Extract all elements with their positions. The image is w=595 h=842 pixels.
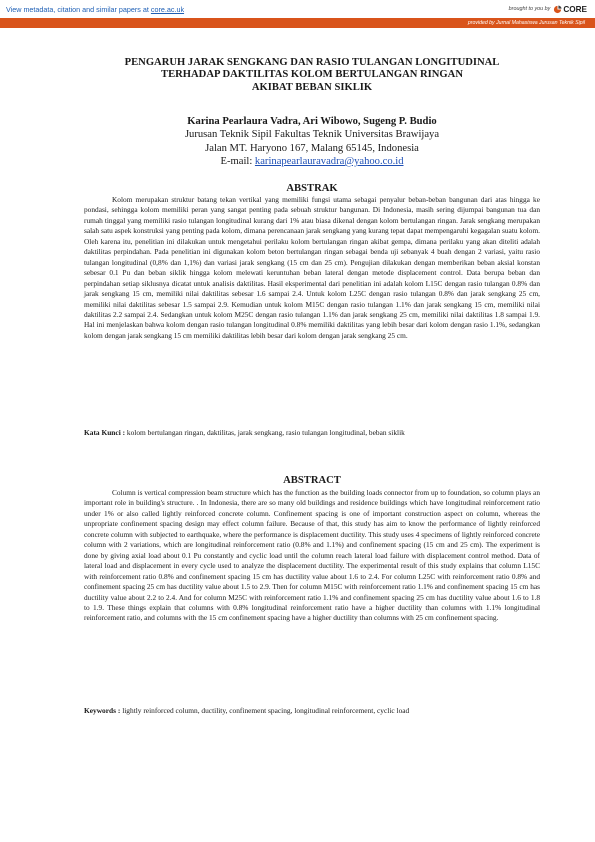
email-label: E-mail: (220, 156, 255, 167)
core-logo[interactable] (553, 5, 587, 14)
core-logo-icon (553, 5, 562, 14)
title-line-3: AKIBAT BEBAN SIKLIK (251, 81, 373, 93)
abstrak-body: Kolom merupakan struktur batang tekan vertikal yang memiliki fungsi utama sebagai penyalur beban-beban bangunan dari atas hingga ke pondasi, sehingga kolom memiliki peran yang sangat penting pada sebuah struktur bangunan. Di Indonesia, masih sering dijumpai bangunan tua dan rumah tinggal yang memiliki rasio tulangan longitudinal kurang dari 1% atau biasa dikenal dengan kolom bertulangan ringan. Jarak sengkang merupakan salah satu aspek konstruksi yang penting pada kolom, dimana perencanaan jarak sengkang yang kurang tepat dapat mempengaruhi kegagalan suatu kolom. Oleh karena itu, penelitian ini dilakukan untuk mengetahui perilaku kolom bertulangan ringan akibat gempa, dimana perilaku yang akan diteliti adalah daktilitas perpindahan. Pada penelitian ini digunakan kolom beton bertulangan ringan sebagai benda uji sebanyak 4 buah dengan 2 variasi, yaitu rasio tulangan longitudinal (0,8% dan 1,1%) dan variasi jarak sengkang (15 cm dan 25 cm). Pengujian dilakukan dengan memberikan beban aksial konstan sebesar 0.1 Pu dan beban siklik hingga kolom melewati keruntuhan beban lateral dengan metode displacement control. Data berupa beban dan perpindahan setiap siklusnya dicatat untuk analisis daktilitas. Hasil eksperimental dari penelitian ini adalah kolom L15C dengan rasio tulangan 0.8% dan jarak sengkang 15 cm, memiliki nilai daktilitas sebesar 1.6 sampai 2.4. Untuk kolom L25C dengan rasio tulangan 0.8% dan jarak sengkang 25 cm, memiliki nilai daktilitas sebesar 1.5 sampai 2.9. Kemudian untuk kolom M15C dengan rasio tulangan 1.1% dan jarak sengkang 15 cm, memiliki nilai daktilitas 2.2 sampai 2.4. Sedangkan untuk kolom M25C dengan rasio tulangan 1.1% dan jarak sengkang 25 cm, memiliki nilai daktilitas 1.8 sampai 1.9. Hal ini menjelaskan bahwa kolom dengan rasio tulangan longitudinal 0.8% memiliki daktilitas yang lebih besar dari kolom dengan rasio 1.1%, sedangkan kolom dengan jarak sengkang 15 cm memiliki daktilitas lebih besar dari kolom dengan jarak sengkang 25 cm. (84, 195, 540, 340)
kata-kunci-label: Kata Kunci : (84, 428, 126, 437)
keywords-label: Keywords : (84, 706, 121, 715)
metadata-text: View metadata, citation and similar papers at (6, 4, 151, 14)
affiliation-line-2: Jalan MT. Haryono 167, Malang 65145, Indonesia (205, 143, 419, 154)
abstract-body: Column is vertical compression beam structure which has the function as the building loads connector from up to foundation, so column plays an important role in building's structure. . In Indonesia, there are so many old buildings and residence buildings which have longitudinal reinforcement ratio under 1% or also called lightly reinforced concrete column. Confinement spacing is one of important construction aspect on column, whereas the unpropriate confinement spacing design may effect column failure. Because of that, this study has aim to know the performance of lightly reinforced concrete column with subjected to earthquake, where the performance is displacement ductility. This study uses 4 specimens of lightly reinforced concrete column with 2 variations, which are longitudinal reinforcement ratio (0.8% and 1.1%) and confinement spacing (15 cm and 25 cm). The experiment is done by giving axial load about 0.1 Pu constantly and cyclic load until the column reach lateral load failure with displacement control method. Data of lateral load and displacement in every cycle used to analyze the displacement ductility. The experimental result of this study explains that column L15C with reinforcement ratio 0.8% and confinement spacing 15 cm has ductility value about 1.6 to 2.4. For column L25C with reinforcement ratio 0.8% and confinement spacing 25 cm has ductility value about 1.5 to 2.9. Then for column M15C with reinforcement ratio 1.1% and confinement spacing 15 cm has ductility value about 2.2 to 2.4. And for column M25C with reinforcement ratio 1.1% and confinement spacing 25 cm has ductility value about 1.6 to 1.8 to 1.9. These things explain that columns with 0.8% longitudinal reinforcement ratio have a higher ductility than columns with 1.1% longitudinal reinforcement ratio, and columns with the 15 cm confinement spacing have a higher ductility than columns with 25 cm confinement spacing. (84, 488, 540, 623)
brought-by-text: brought to you by (508, 6, 551, 12)
kata-kunci (84, 428, 540, 438)
abstrak-heading: ABSTRAK (286, 183, 338, 194)
kata-kunci-text: kolom bertulangan ringan, daktilitas, jarak sengkang, rasio tulangan longitudinal, beban siklik (125, 428, 405, 437)
paper-title (84, 57, 540, 94)
author-list: Karina Pearlaura Vadra, Ari Wibowo, Sugeng P. Budio (187, 116, 437, 127)
keywords (84, 706, 540, 716)
abstract-heading: ABSTRACT (283, 475, 341, 486)
title-line-2: TERHADAP DAKTILITAS KOLOM BERTULANGAN RINGAN (161, 69, 463, 81)
affiliation-line-1: Jurusan Teknik Sipil Fakultas Teknik Universitas Brawijaya (184, 129, 440, 140)
email-line (84, 156, 540, 168)
brought-to-you-by[interactable] (509, 5, 587, 14)
metadata-link[interactable] (6, 5, 184, 14)
keywords-text: lightly reinforced column, ductility, confinement spacing, longitudinal reinforcement, cyclic load (120, 706, 410, 715)
title-line-1: PENGARUH JARAK SENGKANG DAN RASIO TULANGAN LONGITUDINAL (124, 57, 500, 68)
core-ac-uk-link[interactable]: core.ac.uk (150, 4, 185, 14)
email-link[interactable]: karinapearlauravadra@yahoo.co.id (254, 156, 404, 167)
core-header-bar (0, 0, 595, 18)
provider-bar (0, 18, 595, 28)
core-brand-text: CORE (563, 4, 587, 14)
provided-by-text: provided by Jurnal Mahasiswa Jurusan Teknik Sipil (467, 20, 585, 26)
